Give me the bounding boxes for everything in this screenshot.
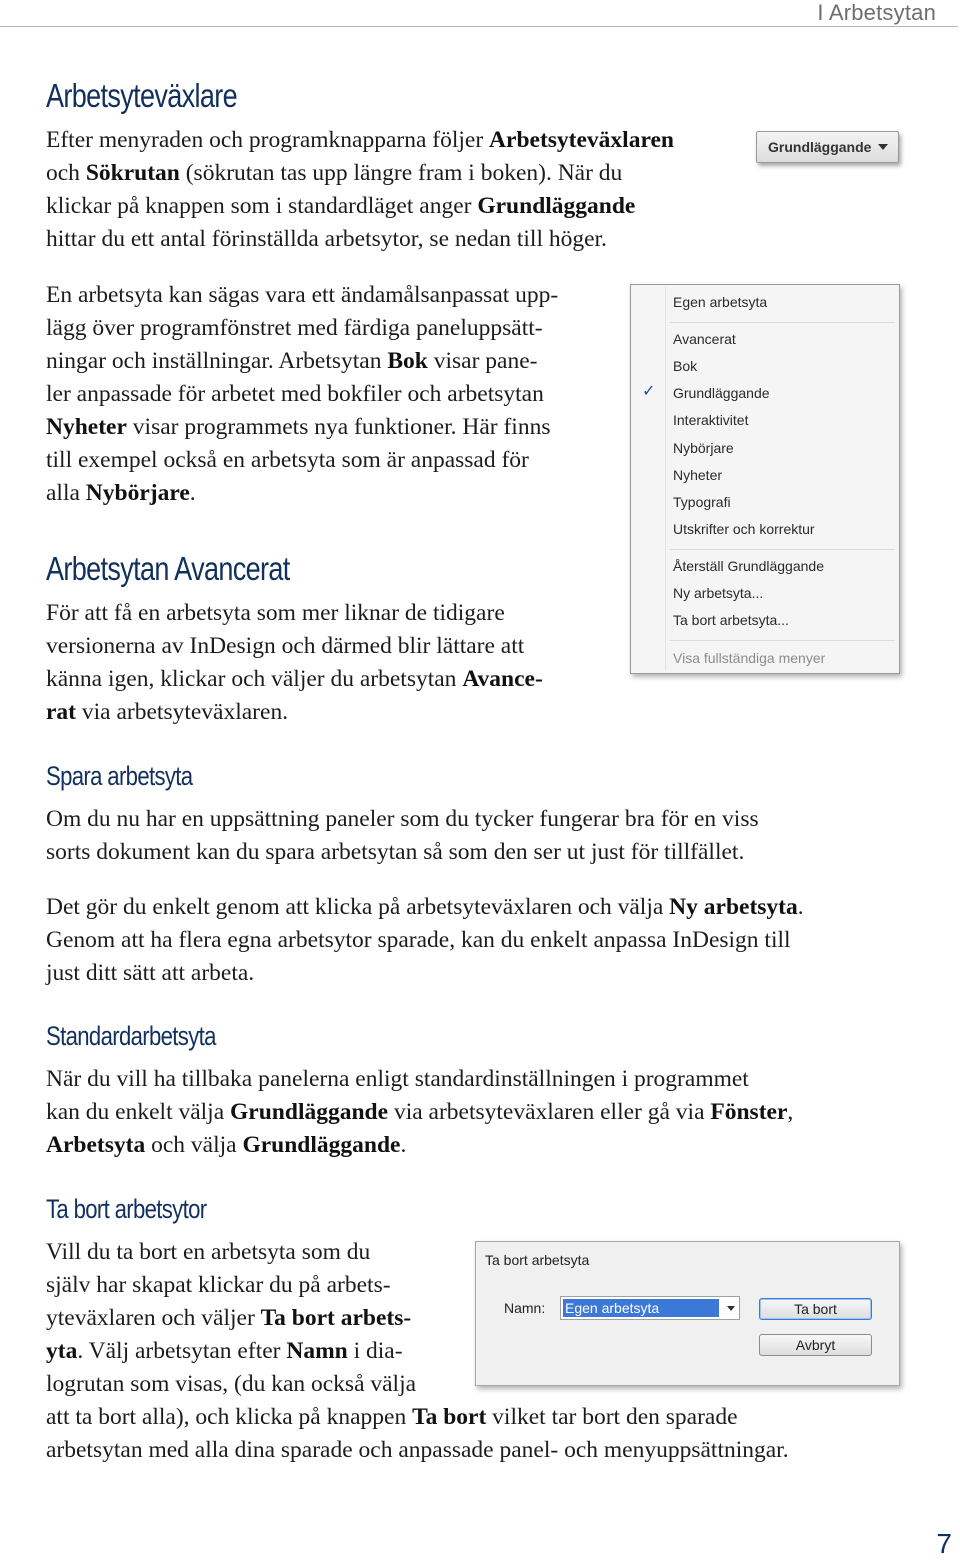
- cancel-button[interactable]: Avbryt: [759, 1334, 872, 1356]
- menu-gutter: [665, 287, 666, 671]
- heading-standardarbetsyta: Standardarbetsyta: [46, 1021, 216, 1051]
- heading-ta-bort-arbetsytor: Ta bort arbetsytor: [46, 1194, 207, 1224]
- menu-item-show-full-menus[interactable]: Visa fullständiga menyer: [673, 650, 826, 666]
- workspace-switcher-label: Grundläggande: [768, 139, 872, 155]
- menu-item-delete[interactable]: Ta bort arbetsyta...: [673, 612, 789, 628]
- heading-arbetsytevaxlare: Arbetsyteväxlare: [46, 77, 238, 114]
- menu-item-reset[interactable]: Återställ Grundläggande: [673, 558, 824, 574]
- delete-workspace-dialog: [475, 1241, 900, 1386]
- menu-item-avancerat[interactable]: Avancerat: [673, 331, 736, 347]
- checkmark-icon: ✓: [642, 383, 656, 400]
- para-ta-bort: Vill du ta bort en arbetsyta som du själv har skapat klickar du på arbets- yteväxlaren och väljer Ta bort arbets- yta. Välj arbetsytan efter Namn i dia- logrutan som visas, (du kan också välja att ta bort alla), och klicka på knappen Ta bort vilket tar bort den sparade arbetsytan med alla dina sparade och anpassade panel- och menyuppsättningar.: [46, 1239, 789, 1463]
- menu-item-interaktivitet[interactable]: Interaktivitet: [673, 412, 749, 428]
- menu-item-nyheter[interactable]: Nyheter: [673, 467, 723, 483]
- name-label: Namn:: [504, 1300, 546, 1316]
- workspace-switcher-button[interactable]: [756, 131, 899, 163]
- chevron-down-icon: [878, 144, 888, 150]
- heading-arbetsytan-avancerat: Arbetsytan Avancerat: [46, 550, 290, 587]
- menu-item-utskrifter[interactable]: Utskrifter och korrektur: [673, 521, 815, 537]
- dialog-title: Ta bort arbetsyta: [485, 1252, 590, 1268]
- para-avancerat: För att få en arbetsyta som mer liknar de tidigare versionerna av InDesign och därmed blir lättare att känna igen, klickar och väljer du arbetsytan Avance- rat via arbetsyteväxlaren.: [46, 600, 543, 725]
- menu-separator: [669, 322, 895, 323]
- workspace-name-select[interactable]: [560, 1296, 740, 1320]
- menu-separator: [669, 549, 895, 550]
- para-arbetsytevaxlare-1: Efter menyraden och programknapparna följer Arbetsyteväxlaren och Sökrutan (sökrutan tas upp längre fram i boken). När du klickar på knappen som i standardläget anger Grundläggande hittar du ett antal förinställda arbetsytor, se nedan till höger.: [46, 127, 674, 252]
- menu-item-typografi[interactable]: Typografi: [673, 494, 731, 510]
- para-spara-2: Det gör du enkelt genom att klicka på arbetsyteväxlaren och välja Ny arbetsyta. Genom att ha flera egna arbetsytor sparade, kan du enkelt anpassa InDesign till just ditt sätt att arbeta.: [46, 894, 804, 986]
- workspace-menu: [630, 284, 900, 674]
- workspace-name-value: Egen arbetsyta: [563, 1299, 719, 1317]
- running-head: I Arbetsytan: [817, 0, 936, 25]
- page-number: 7: [936, 1528, 952, 1559]
- heading-spara-arbetsyta: Spara arbetsyta: [46, 761, 193, 791]
- header-rule: [0, 26, 958, 27]
- menu-item-new[interactable]: Ny arbetsyta...: [673, 585, 764, 601]
- menu-item-nyborjare[interactable]: Nybörjare: [673, 440, 734, 456]
- menu-item-new-workspace[interactable]: Egen arbetsyta: [673, 294, 768, 310]
- chevron-down-icon: [727, 1306, 735, 1311]
- para-arbetsytevaxlare-2: En arbetsyta kan sägas vara ett ändamålsanpassat upp- lägg över programfönstret med färdiga paneluppsätt- ningar och inställningar. Arbetsytan Bok visar pane- ler anpassade för arbetet med bokfiler och arbetsytan Nyheter visar programmets nya funktioner. Här finns till exempel också en arbetsyta som är anpassad för alla Nybörjare.: [46, 282, 559, 506]
- menu-item-bok[interactable]: Bok: [673, 358, 698, 374]
- para-standard: När du vill ha tillbaka panelerna enligt standardinställningen i programmet kan du enkelt välja Grundläggande via arbetsyteväxlaren eller gå via Fönster, Arbetsyta och välja Grundläggande.: [46, 1066, 794, 1158]
- menu-item-grundlaggande[interactable]: Grundläggande: [673, 385, 770, 401]
- menu-separator: [669, 640, 895, 641]
- delete-button[interactable]: Ta bort: [759, 1298, 872, 1320]
- para-spara-1: Om du nu har en uppsättning paneler som du tycker fungerar bra för en viss sorts dokument kan du spara arbetsytan så som den ser ut just för tillfället.: [46, 806, 759, 865]
